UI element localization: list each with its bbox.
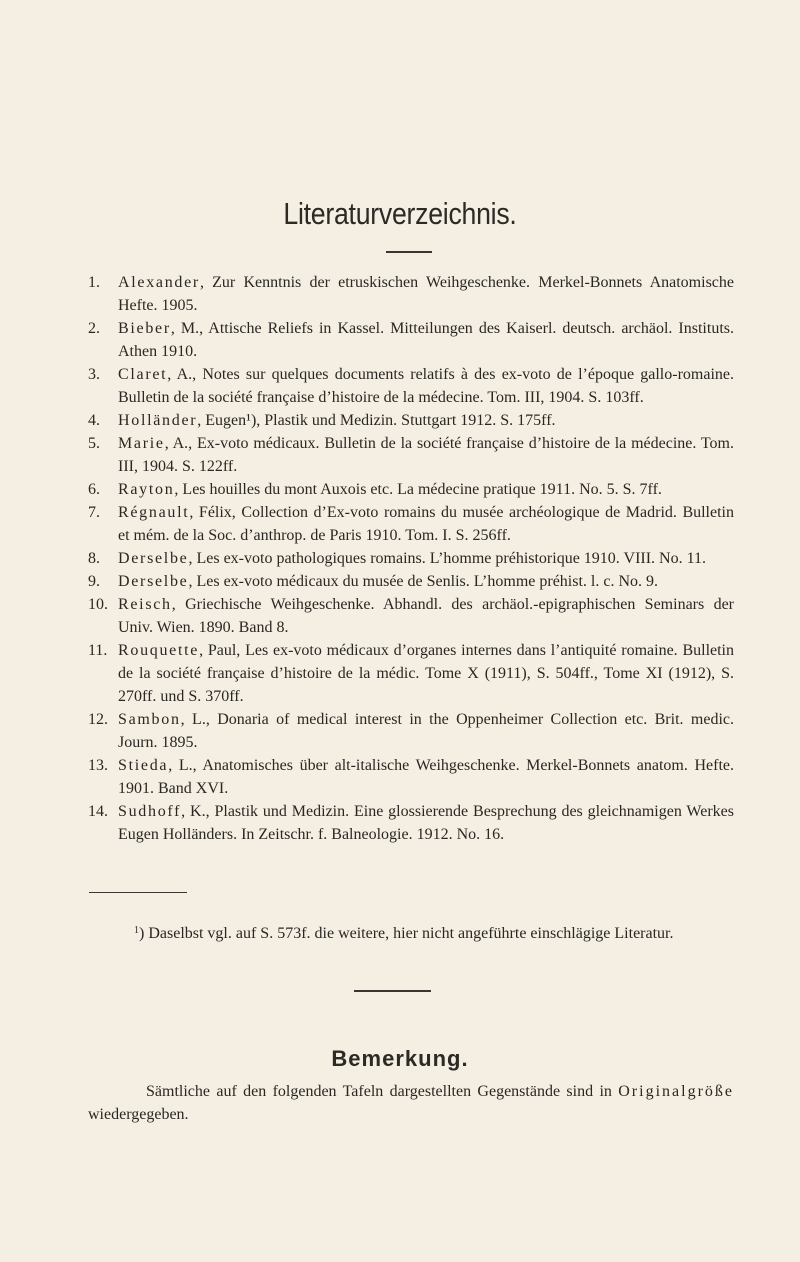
reference-details: , A., Notes sur quelques documents relatifs à des ex-voto de l’époque gallo-romaine. Bulletin de la société française d’histoire de la médecine. Tom. III, 1904. S. 103ff.: [118, 366, 734, 406]
reference-number: 2.: [88, 320, 100, 337]
reference-author: Derselbe: [118, 573, 189, 590]
footnote-mark: 1: [134, 925, 139, 936]
reference-author: Sudhoff: [118, 803, 182, 820]
reference-details: , Zur Kenntnis der etruskischen Weihgeschenke. Merkel-Bonnets Anatomische Hefte. 1905.: [118, 274, 734, 314]
reference-author: Claret: [118, 366, 168, 383]
reference-author: Holländer: [118, 412, 198, 429]
reference-number: 7.: [88, 504, 100, 521]
reference-number: 6.: [88, 481, 100, 498]
remark-text: [88, 1080, 734, 1126]
reference-text: [118, 754, 734, 800]
reference-details: , Paul, Les ex-voto médicaux d’organes internes dans l’antiquité romaine. Bulletin de la société française d’histoire de la médic. Tome X (1911), S. 504ff., Tome XI (1912), S. 270ff. und S. 370ff.: [118, 642, 734, 705]
reference-author: Derselbe: [118, 550, 189, 567]
remark-text-after: wiedergegeben.: [88, 1106, 189, 1123]
reference-author: Rayton: [118, 481, 175, 498]
reference-text: [118, 432, 734, 478]
footnote: [88, 922, 734, 945]
reference-number: 9.: [88, 573, 100, 590]
reference-details: , Griechische Weihgeschenke. Abhandl. des archäol.-epigraphischen Seminars der Univ. Wien. 1890. Band 8.: [118, 596, 734, 636]
reference-details: , Les ex-voto pathologiques romains. L’homme préhistorique 1910. VIII. No. 11.: [188, 550, 707, 567]
reference-author: Stieda: [118, 757, 169, 774]
reference-item: [88, 639, 734, 708]
footnote-divider: [89, 892, 187, 893]
reference-item: [88, 409, 734, 432]
reference-details: , A., Ex-voto médicaux. Bulletin de la société française d’histoire de la médecine. Tom. III, 1904. S. 122ff.: [118, 435, 734, 475]
reference-text: [118, 800, 734, 846]
reference-item: [88, 363, 734, 409]
reference-text: [118, 547, 734, 570]
reference-text: [118, 570, 734, 593]
reference-text: [118, 501, 734, 547]
reference-item: [88, 432, 734, 478]
reference-number: 8.: [88, 550, 100, 567]
reference-text: [118, 708, 734, 754]
reference-item: [88, 478, 734, 501]
reference-number: 14.: [88, 803, 108, 820]
reference-details: , K., Plastik und Medizin. Eine glossierende Besprechung des gleichnamigen Werkes Eugen Holländers. In Zeitschr. f. Balneologie. 1912. No. 16.: [118, 803, 734, 843]
reference-text: [118, 317, 734, 363]
title-divider: [386, 251, 432, 253]
remark-spaced-word: Originalgröße: [618, 1083, 734, 1100]
remark-text-before: Sämtliche auf den folgenden Tafeln dargestellten Gegenstände sind in: [146, 1083, 619, 1100]
reference-item: [88, 754, 734, 800]
reference-item: [88, 570, 734, 593]
reference-number: 5.: [88, 435, 100, 452]
reference-number: 12.: [88, 711, 108, 728]
reference-number: 13.: [88, 757, 108, 774]
reference-text: [118, 409, 734, 432]
reference-text: [118, 271, 734, 317]
reference-item: [88, 593, 734, 639]
reference-author: Alexander: [118, 274, 200, 291]
reference-author: Reisch: [118, 596, 172, 613]
reference-item: [88, 547, 734, 570]
reference-author: Régnault: [118, 504, 190, 521]
reference-number: 3.: [88, 366, 100, 383]
reference-list: [88, 271, 734, 846]
reference-details: , Félix, Collection d’Ex-voto romains du musée archéologique de Madrid. Bulletin et mém. de la Soc. d’anthrop. de Paris 1910. Tom. I. S. 256ff.: [118, 504, 734, 544]
reference-number: 4.: [88, 412, 100, 429]
reference-text: [118, 639, 734, 708]
section-divider: [354, 990, 431, 992]
reference-item: [88, 708, 734, 754]
reference-item: [88, 271, 734, 317]
reference-number: 11.: [88, 642, 108, 659]
reference-item: [88, 501, 734, 547]
reference-author: Bieber: [118, 320, 171, 337]
reference-text: [118, 363, 734, 409]
reference-number: 10.: [88, 596, 108, 613]
reference-text: [118, 478, 734, 501]
reference-author: Sambon: [118, 711, 181, 728]
reference-author: Rouquette: [118, 642, 200, 659]
reference-details: , Les ex-voto médicaux du musée de Senlis. L’homme préhist. l. c. No. 9.: [188, 573, 659, 590]
reference-number: 1.: [88, 274, 100, 291]
reference-details: , Les houilles du mont Auxois etc. La médecine pratique 1911. No. 5. S. 7ff.: [174, 481, 662, 498]
reference-item: [88, 800, 734, 846]
remark-heading: Bemerkung.: [331, 1046, 469, 1071]
reference-author: Marie: [118, 435, 165, 452]
reference-details: , L., Donaria of medical interest in the Oppenheimer Collection etc. Brit. medic. Journ. 1895.: [118, 711, 734, 751]
page-title: Literaturverzeichnis.: [283, 196, 517, 231]
reference-details: , Eugen¹), Plastik und Medizin. Stuttgart 1912. S. 175ff.: [197, 412, 556, 429]
reference-text: [118, 593, 734, 639]
footnote-text: ) Daselbst vgl. auf S. 573f. die weitere, hier nicht angeführte einschlägige Literatur.: [139, 925, 674, 942]
reference-item: [88, 317, 734, 363]
reference-details: , L., Anatomisches über alt-italische Weihgeschenke. Merkel-Bonnets anatom. Hefte. 1901. Band XVI.: [118, 757, 734, 797]
reference-details: , M., Attische Reliefs in Kassel. Mitteilungen des Kaiserl. deutsch. archäol. Instituts. Athen 1910.: [118, 320, 734, 360]
